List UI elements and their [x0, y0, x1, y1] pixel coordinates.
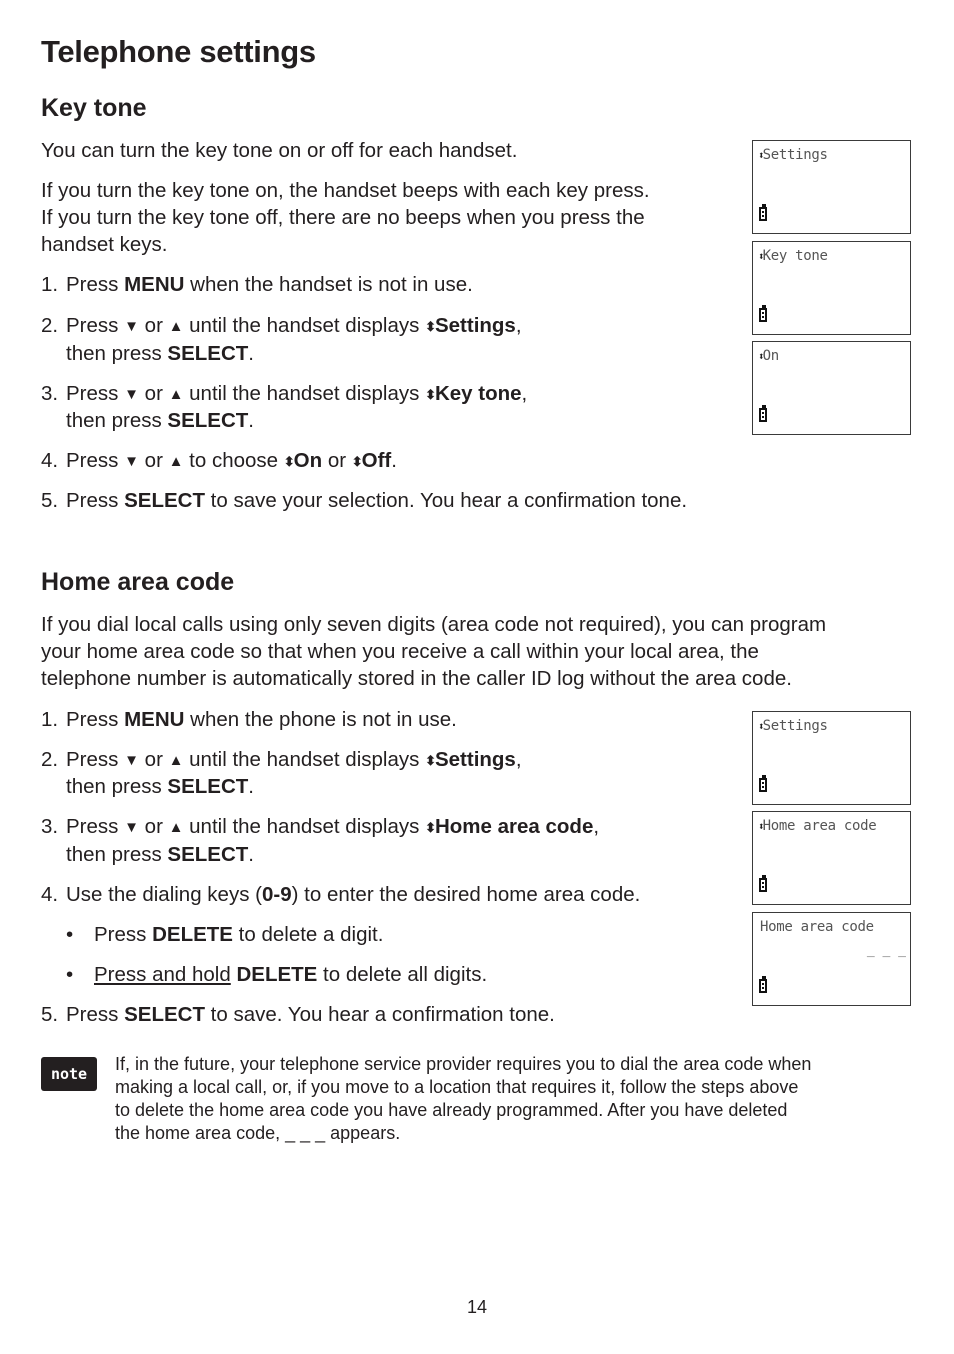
key-tone-step-3-line-2: then press SELECT. — [66, 409, 254, 432]
home-area-bullet-1: • Press DELETE to delete a digit. — [41, 921, 383, 949]
home-area-step-3-line-2: then press SELECT. — [66, 843, 254, 866]
home-area-para-line-1: If you dial local calls using only seven digits (area code not required), you can program — [41, 613, 827, 636]
home-area-para-line-3: telephone number is automatically stored in the caller ID log without the area code. — [41, 667, 792, 690]
key-tone-intro: You can turn the key tone on or off for each handset. — [41, 139, 518, 162]
down-arrow-icon: ▼ — [124, 752, 139, 769]
key-tone-para-line-1: If you turn the key tone on, the handset beeps with each key press. — [41, 179, 650, 202]
home-area-step-5: 5. Press SELECT to save. You hear a confirmation tone. — [41, 1003, 555, 1026]
page-number: 14 — [466, 1297, 488, 1317]
updown-arrow-icon: ⬍ — [351, 454, 362, 469]
key-tone-step-5: 5. Press SELECT to save your selection. You hear a confirmation tone. — [41, 489, 688, 512]
updown-arrow-icon: ⬍ — [758, 350, 763, 363]
home-area-step-3: 3. Press ▼ or ▲ until the handset displays ⬍Home area code, — [41, 815, 600, 838]
home-area-step-1: 1. Press MENU when the phone is not in use. — [41, 708, 457, 731]
area-code-placeholder: _ _ _ — [866, 943, 906, 958]
battery-icon — [759, 778, 767, 792]
key-tone-step-1: 1. Press MENU when the handset is not in use. — [41, 273, 473, 296]
battery-icon — [759, 308, 767, 322]
handset-screen-settings — [752, 140, 911, 234]
home-area-step-2: 2. Press ▼ or ▲ until the handset displays ⬍Settings, — [41, 748, 522, 771]
key-tone-para-line-3: handset keys. — [41, 233, 168, 256]
note-badge: note — [41, 1057, 97, 1091]
page-title: Telephone settings — [41, 34, 316, 69]
up-arrow-icon: ▲ — [168, 819, 184, 836]
battery-icon — [759, 979, 767, 993]
down-arrow-icon: ▼ — [124, 453, 139, 470]
home-area-step-2-line-2: then press SELECT. — [66, 775, 254, 798]
updown-arrow-icon: ⬍ — [758, 149, 763, 162]
battery-icon — [759, 408, 767, 422]
key-tone-step-3: 3. Press ▼ or ▲ until the handset displays ⬍Key tone, — [41, 382, 528, 405]
bullet-icon: • — [66, 923, 74, 946]
battery-icon — [759, 207, 767, 221]
screen-label: Key tone — [762, 248, 828, 264]
up-arrow-icon: ▲ — [168, 752, 184, 769]
updown-arrow-icon: ⬍ — [425, 387, 435, 402]
updown-arrow-icon: ⬍ — [425, 319, 435, 334]
screen-label: Home area code — [760, 919, 874, 935]
updown-arrow-icon: ⬍ — [425, 753, 435, 768]
updown-arrow-icon: ⬍ — [758, 820, 763, 833]
handset-screen-key-tone — [752, 241, 911, 335]
note-text: If, in the future, your telephone service provider requires you to dial the area code when making a local call, or, if you move to a location that requires it, follow the steps above to delete the home area code you have already programmed. After you have deleted the home area code, _ _ _ appears. — [115, 1054, 812, 1143]
screen-label: On — [762, 348, 779, 364]
key-tone-step-2-line-2: then press SELECT. — [66, 342, 254, 365]
up-arrow-icon: ▲ — [168, 453, 184, 470]
key-tone-step-4: 4. Press ▼ or ▲ to choose ⬍On or ⬍Off. — [41, 449, 397, 472]
home-area-bullet-2: • Press and hold DELETE to delete all digits. — [41, 961, 487, 989]
handset-screen-settings-2 — [752, 711, 911, 805]
battery-icon — [759, 878, 767, 892]
handset-screen-home-area-code — [752, 811, 911, 905]
key-tone-para-line-2: If you turn the key tone off, there are no beeps when you press the — [41, 206, 645, 229]
home-area-step-4: 4. Use the dialing keys (0-9) to enter the desired home area code. — [41, 883, 641, 906]
down-arrow-icon: ▼ — [124, 386, 139, 403]
handset-screen-home-area-code-entry — [752, 912, 911, 1006]
screen-label: Settings — [762, 147, 828, 163]
key-tone-step-2: 2. Press ▼ or ▲ until the handset displays ⬍Settings, — [41, 314, 522, 337]
updown-arrow-icon: ⬍ — [758, 720, 763, 733]
updown-arrow-icon: ⬍ — [283, 454, 294, 469]
updown-arrow-icon: ⬍ — [758, 250, 763, 263]
updown-arrow-icon: ⬍ — [425, 820, 435, 835]
screen-label: Settings — [762, 718, 828, 734]
up-arrow-icon: ▲ — [168, 386, 184, 403]
up-arrow-icon: ▲ — [168, 318, 184, 335]
down-arrow-icon: ▼ — [124, 318, 139, 335]
key-tone-heading: Key tone — [41, 94, 147, 122]
home-area-code-heading: Home area code — [41, 568, 235, 596]
down-arrow-icon: ▼ — [124, 819, 139, 836]
home-area-para-line-2: your home area code so that when you receive a call within your local area, the — [41, 640, 759, 663]
screen-label: Home area code — [762, 818, 877, 834]
bullet-icon: • — [66, 963, 74, 986]
press-and-hold-link[interactable]: Press and hold — [94, 963, 231, 986]
handset-screen-on — [752, 341, 911, 435]
